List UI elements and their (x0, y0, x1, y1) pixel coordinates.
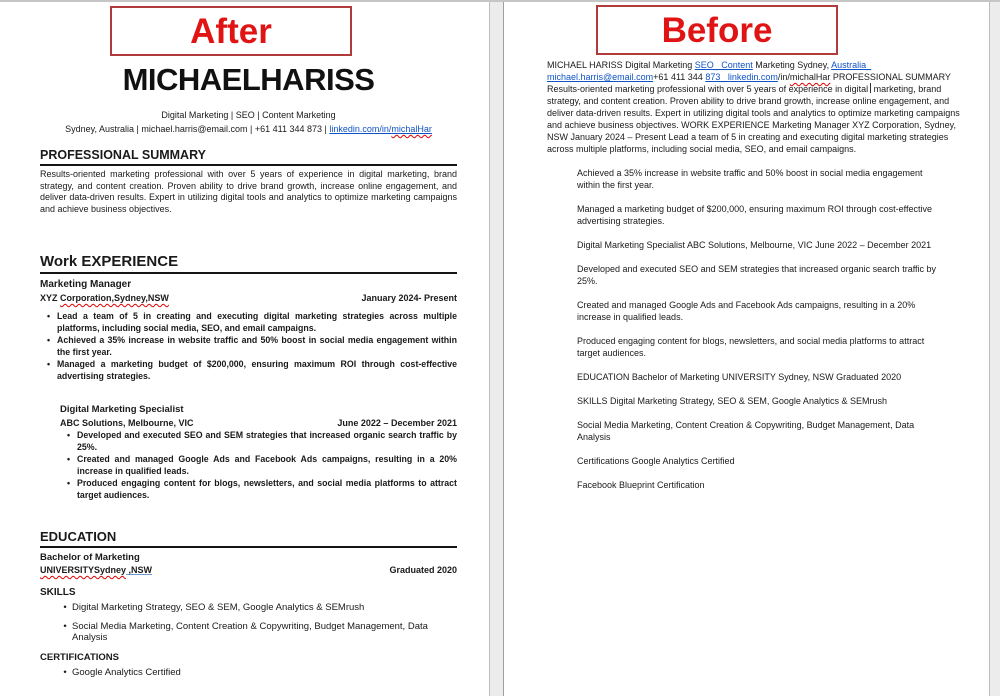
job1-block (40, 279, 457, 382)
bullet-dot: • (63, 620, 67, 632)
spellcheck-flagged-text: UNIVERSITYSydney (40, 565, 127, 575)
linkedin-fragment-link[interactable]: 873_ linkedin.com (705, 72, 778, 82)
before-paragraph: Social Media Marketing, Content Creation & Copywriting, Budget Management, Data Analysis (577, 420, 915, 442)
bullet-item: • Produced engaging content for blogs, newsletters, and social media platforms to attract target audiences. (60, 478, 457, 501)
before-paragraph: Achieved a 35% increase in website traffic and 50% boost in social media engagement within the first year. (577, 168, 923, 190)
university: UNIVERSITYSydney ,NSW (40, 565, 153, 575)
degree: Bachelor of Marketing (40, 552, 140, 563)
section-heading-skills: SKILLS (40, 587, 76, 598)
bullet-item: • Created and managed Google Ads and Facebook Ads campaigns, resulting in a 20% increase in qualified leads. (60, 454, 457, 477)
job1-title: Marketing Manager (40, 279, 132, 290)
before-paragraph: Managed a marketing budget of $200,000, ensuring maximum ROI through cost-effective advertising strategies. (577, 204, 933, 226)
skill-item: • Social Media Marketing, Content Creation & Copywriting, Budget Management, Data Analysis (58, 621, 457, 644)
section-heading-education: EDUCATION (40, 529, 457, 548)
section-heading-professional-summary: PROFESSIONAL SUMMARY (40, 148, 457, 166)
bullet-dot: • (46, 311, 51, 321)
before-paragraph: Produced engaging content for blogs, newsletters, and social media platforms to attract target audiences. (577, 336, 925, 358)
after-resume-page (0, 2, 490, 696)
job1-dates: January 2024- Present (361, 293, 457, 303)
resume-contact-line (40, 123, 457, 135)
australia-link[interactable]: Australia_ (831, 60, 872, 70)
spellcheck-flagged-text: michalHar (789, 72, 831, 82)
seo-content-link[interactable]: SEO_ Content (694, 60, 753, 70)
resume-name: MICHAELHARISS (122, 62, 375, 97)
bullet-dot: • (66, 454, 71, 464)
graduation-date: Graduated 2020 (389, 565, 457, 575)
job2-dates: June 2022 – December 2021 (337, 418, 457, 428)
after-label-box (110, 6, 352, 56)
after-label: After (190, 11, 272, 51)
before-paragraph: SKILLS Digital Marketing Strategy, SEO & SEM, Google Analytics & SEMrush (577, 396, 887, 406)
bullet-item: • Developed and executed SEO and SEM strategies that increased organic search traffic by 25%. (60, 430, 457, 453)
resume-tagline: Digital Marketing | SEO | Content Marketing (161, 110, 336, 120)
job2-title: Digital Marketing Specialist (60, 404, 184, 415)
before-label: Before (661, 10, 773, 50)
bullet-dot: • (46, 359, 51, 369)
job2-block (60, 404, 457, 501)
before-paragraph: Developed and executed SEO and SEM strategies that increased organic search traffic by 25%. (577, 264, 937, 286)
contact-text: Sydney, Australia | michael.harris@email.com | +61 411 344 873 | (65, 124, 330, 134)
cert-item: • Google Analytics Certified (58, 667, 457, 679)
before-paragraph: Facebook Blueprint Certification (577, 480, 705, 490)
before-label-box (596, 5, 838, 55)
job2-company: ABC Solutions, Melbourne, VIC (60, 418, 194, 428)
bullet-dot: • (66, 478, 71, 488)
bullet-dot: • (63, 602, 67, 613)
before-paragraph: Created and managed Google Ads and Facebook Ads campaigns, resulting in a 20% increase in qualified leads. (577, 300, 916, 322)
section-heading-work-experience: Work EXPERIENCE (40, 253, 457, 274)
linkedin-link[interactable] (329, 124, 432, 134)
bullet-item: • Achieved a 35% increase in website traffic and 50% boost in social media engagement within the first year. (40, 335, 457, 358)
before-paragraph: Certifications Google Analytics Certified (577, 456, 735, 466)
linkedin-link-base[interactable]: linkedin.com/in/ (329, 124, 392, 134)
section-heading-certifications: CERTIFICATIONS (40, 651, 119, 663)
bullet-dot: • (63, 666, 67, 678)
before-paragraph: Digital Marketing Specialist ABC Solutions, Melbourne, VIC June 2022 – December 2021 (577, 240, 932, 250)
before-resume-page (503, 2, 990, 696)
bullet-dot: • (66, 430, 71, 440)
spellcheck-flagged-text: Corporation,Sydney,NSW (60, 293, 169, 303)
bullet-dot: • (46, 335, 51, 345)
linkedin-link-tail[interactable]: michalHar (391, 124, 432, 134)
summary-text: Results-oriented marketing professional with over 5 years of experience in digital marketing, brand strategy, and content creation. Proven ability to drive brand growth, increase online engagement, and deliver data-driven results. Expert in utilizing digital tools and analytics to optimize marketing campaigns and achieve business objectives. (40, 169, 457, 214)
job1-company: XYZ Corporation,Sydney,NSW (40, 293, 169, 303)
bullet-item: • Managed a marketing budget of $200,000, ensuring maximum ROI through cost-effective advertising strategies. (40, 359, 457, 382)
skill-item: • Digital Marketing Strategy, SEO & SEM, Google Analytics & SEMrush (58, 602, 457, 614)
email-link[interactable]: michael.harris@email.com (547, 72, 654, 82)
before-intro-paragraph: MICHAEL HARISS Digital Marketing SEO_ Content Marketing Sydney, Australia_ michael.harris@email.com+61 411 344 873_ linkedin.com/in/michalHar PROFESSIONAL SUMMARY Results-oriented marketing professional with over 5 years of experience in digital marketing, brand strategy, and content creation. Proven ability to drive brand growth, increase online engagement, and deliver data-driven results. Expert in utilizing digital tools and analytics to optimize marketing campaigns and achieve business objectives. WORK EXPERIENCE Marketing Manager XYZ Corporation, Sydney, NSW January 2024 – Present Lead a team of 5 in creating and executing digital marketing strategies across multiple platforms, including social media, SEO, and email campaigns. (547, 60, 960, 154)
before-paragraph: EDUCATION Bachelor of Marketing UNIVERSITY Sydney, NSW Graduated 2020 (577, 372, 902, 382)
bullet-item: • Lead a team of 5 in creating and executing digital marketing strategies across multiple platforms, including social media, SEO, and email campaigns. (40, 311, 457, 334)
